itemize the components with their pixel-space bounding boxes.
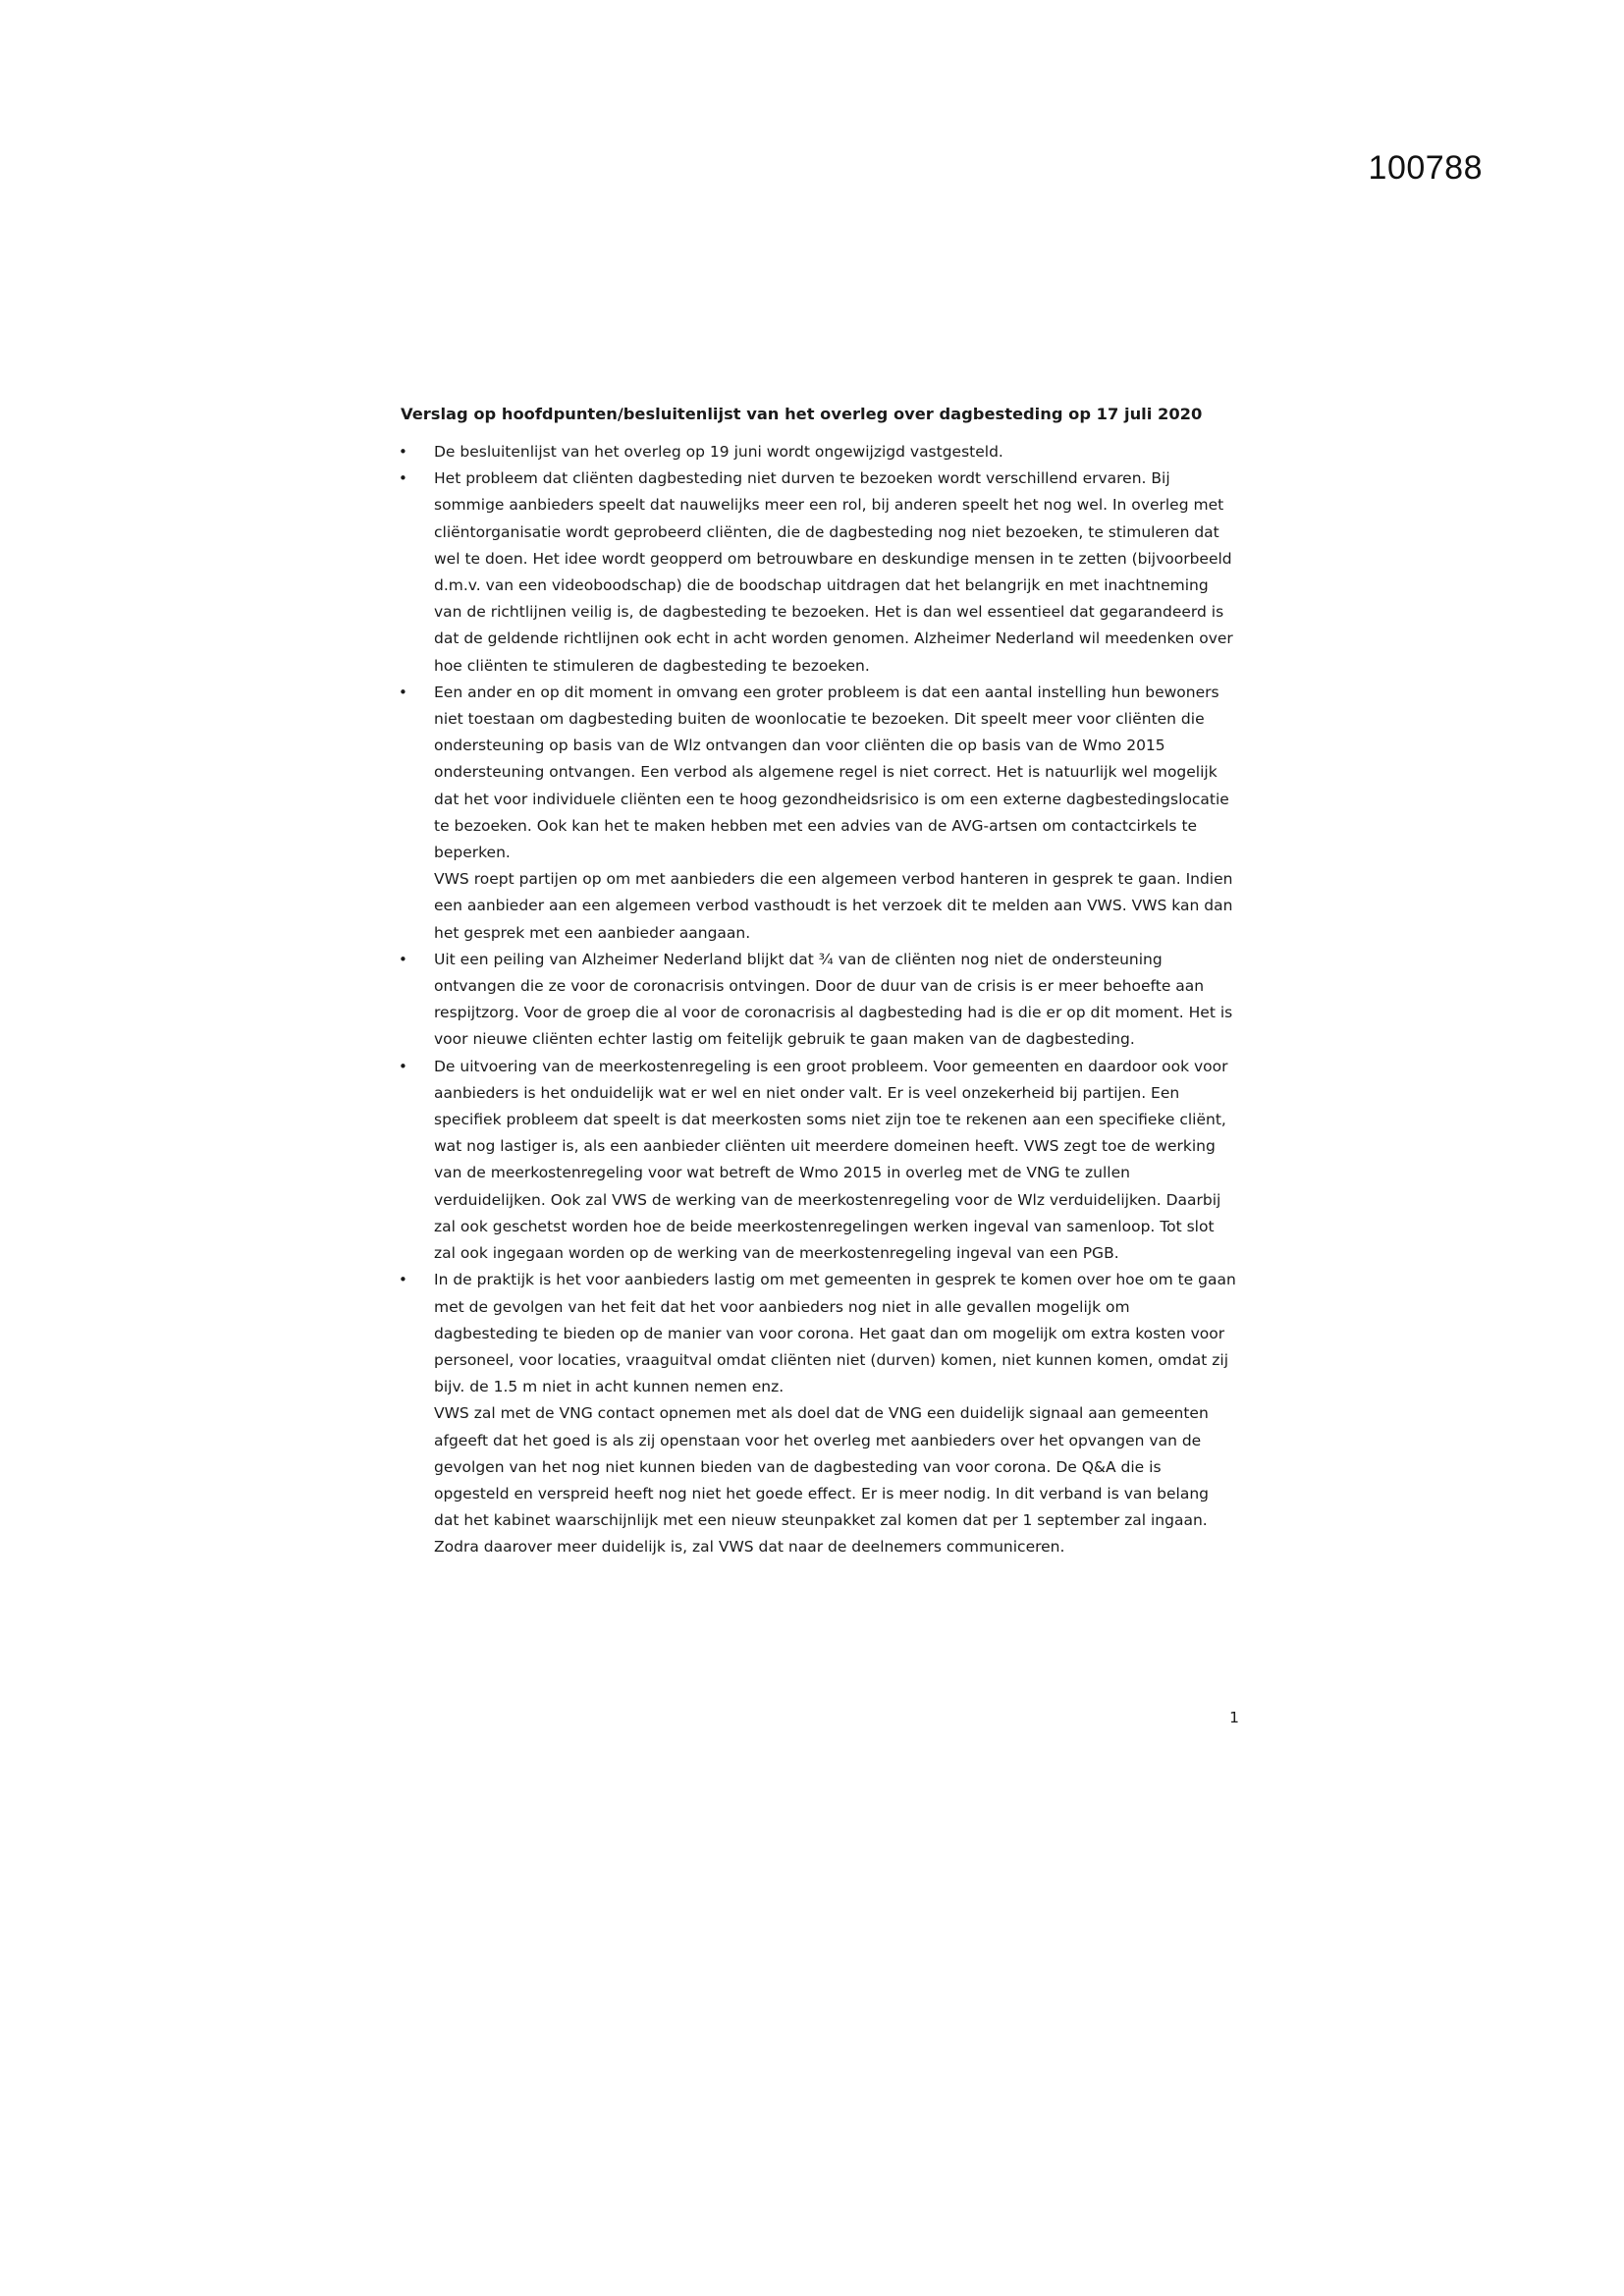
- item-paragraph: VWS roept partijen op om met aanbieders die een algemeen verbod hanteren in gesprek te gaan. Indien een aanbieder aan een algemeen verbod vasthoudt is het verzoek dit te melden aan VWS. VWS kan dan het gesprek met een aanbieder aangaan.: [434, 870, 1233, 942]
- document-body: [401, 401, 1237, 1561]
- item-paragraph: In de praktijk is het voor aanbieders lastig om met gemeenten in gesprek te komen over hoe om te gaan met de gevolgen van het feit dat het voor aanbieders nog niet in alle gevallen mogelijk om dagbesteding te bieden op de manier van voor corona. Het gaat dan om mogelijk om extra kosten voor personeel, voor locaties, vraaguitval omdat cliënten niet (durven) komen, niet kunnen komen, omdat zij bijv. de 1.5 m niet in acht kunnen nemen enz.: [434, 1271, 1236, 1396]
- document-id: 100788: [1368, 149, 1483, 187]
- bullet-icon: •: [399, 443, 407, 461]
- bullet-icon: •: [399, 1057, 407, 1075]
- item-paragraph: De uitvoering van de meerkostenregeling is een groot probleem. Voor gemeenten en daardoor ook voor aanbieders is het onduidelijk wat er wel en niet onder valt. Er is veel onzekerheid bij partijen. Een specifiek probleem dat speelt is dat meerkosten soms niet zijn toe te rekenen aan een specifieke cliënt, wat nog lastiger is, als een aanbieder cliënten uit meerdere domeinen heeft. VWS zegt toe de werking van de meerkostenregeling voor wat betreft de Wmo 2015 in overleg met de VNG te zullen verduidelijken. Ook zal VWS de werking van de meerkostenregeling voor de Wlz verduidelijken. Daarbij zal ook geschetst worden hoe de beide meerkostenregelingen werken ingeval van samenloop. Tot slot zal ook ingegaan worden op de werking van de meerkostenregeling ingeval van een PGB.: [434, 1057, 1228, 1263]
- page-number: 1: [1229, 1709, 1239, 1726]
- list-item: [401, 1267, 1237, 1560]
- list-item: [401, 465, 1237, 680]
- bullet-icon: •: [399, 950, 407, 968]
- list-item: [401, 439, 1237, 465]
- item-paragraph: De besluitenlijst van het overleg op 19 juni wordt ongewijzigd vastgesteld.: [434, 443, 1003, 461]
- decision-list: [401, 439, 1237, 1561]
- bullet-icon: •: [399, 683, 407, 701]
- item-paragraph: VWS zal met de VNG contact opnemen met als doel dat de VNG een duidelijk signaal aan gemeenten afgeeft dat het goed is als zij openstaan voor het overleg met aanbieders over het opvangen van de gevolgen van het nog niet kunnen bieden van de dagbesteding van voor corona. De Q&A die is opgesteld en verspreid heeft nog niet het goede effect. Er is meer nodig. In dit verband is van belang dat het kabinet waarschijnlijk met een nieuw steunpakket zal komen dat per 1 september zal ingaan. Zodra daarover meer duidelijk is, zal VWS dat naar de deelnemers communiceren.: [434, 1404, 1210, 1557]
- item-paragraph: Het probleem dat cliënten dagbesteding niet durven te bezoeken wordt verschillend ervaren. Bij sommige aanbieders speelt dat nauwelijks meer een rol, bij anderen speelt het nog wel. In overleg met cliëntorganisatie wordt geprobeerd cliënten, die de dagbesteding nog niet bezoeken, te stimuleren dat wel te doen. Het idee wordt geopperd om betrouwbare en deskundige mensen in te zetten (bijvoorbeeld d.m.v. van een videoboodschap) die de boodschap uitdragen dat het belangrijk en met inachtneming van de richtlijnen veilig is, de dagbesteding te bezoeken. Het is dan wel essentieel dat gegarandeerd is dat de geldende richtlijnen ook echt in acht worden genomen. Alzheimer Nederland wil meedenken over hoe cliënten te stimuleren de dagbesteding te bezoeken.: [434, 469, 1233, 675]
- list-item: [401, 1054, 1237, 1268]
- bullet-icon: •: [399, 1271, 407, 1289]
- item-paragraph: Uit een peiling van Alzheimer Nederland blijkt dat ¾ van de cliënten nog niet de ondersteuning ontvangen die ze voor de coronacrisis ontvingen. Door de duur van de crisis is er meer behoefte aan respijtzorg. Voor de groep die al voor de coronacrisis al dagbesteding had is die er op dit moment. Het is voor nieuwe cliënten echter lastig om feitelijk gebruik te gaan maken van de dagbesteding.: [434, 950, 1233, 1049]
- list-item: [401, 680, 1237, 947]
- list-item: [401, 947, 1237, 1054]
- bullet-icon: •: [399, 469, 407, 488]
- document-title: Verslag op hoofdpunten/besluitenlijst van het overleg over dagbesteding op 17 juli 2020: [401, 405, 1203, 423]
- item-paragraph: Een ander en op dit moment in omvang een groter probleem is dat een aantal instelling hun bewoners niet toestaan om dagbesteding buiten de woonlocatie te bezoeken. Dit speelt meer voor cliënten die ondersteuning op basis van de Wlz ontvangen dan voor cliënten die op basis van de Wmo 2015 ondersteuning ontvangen. Een verbod als algemene regel is niet correct. Het is natuurlijk wel mogelijk dat het voor individuele cliënten een te hoog gezondheidsrisico is om een externe dagbestedingslocatie te bezoeken. Ook kan het te maken hebben met een advies van de AVG-artsen om contactcirkels te beperken.: [434, 683, 1229, 862]
